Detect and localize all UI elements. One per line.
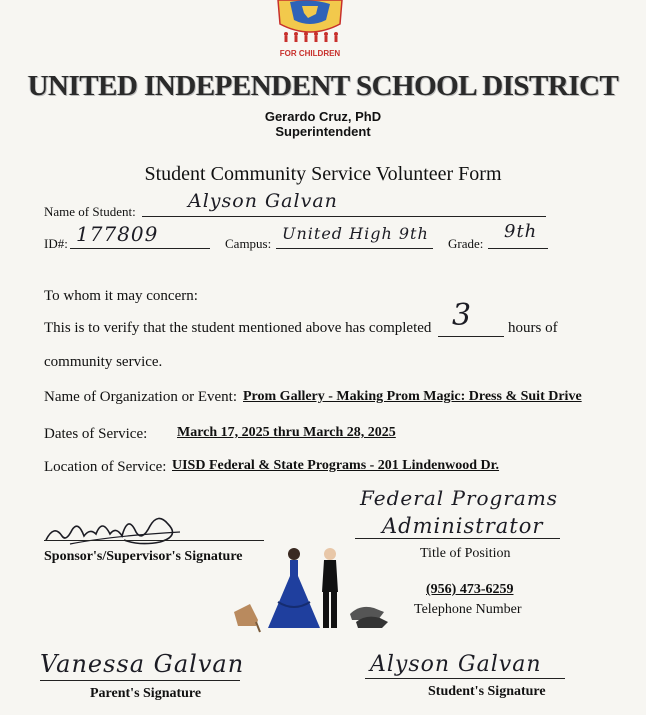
campus-value: United High 9th bbox=[282, 224, 429, 243]
concern-text: To whom it may concern: bbox=[44, 288, 198, 304]
grade-value: 9th bbox=[504, 221, 538, 242]
superintendent-name: Gerardo Cruz, PhD bbox=[264, 109, 382, 124]
location-value: UISD Federal & State Programs - 201 Lindenwood Dr. bbox=[172, 458, 500, 473]
sponsor-caption: Sponsor's/Supervisor's Signature bbox=[44, 549, 243, 564]
location-label: Location of Service: bbox=[44, 459, 167, 475]
student-line bbox=[365, 670, 565, 679]
form-title: Student Community Service Volunteer Form bbox=[144, 163, 502, 185]
suit-figure-icon bbox=[322, 548, 338, 628]
sponsor-line bbox=[44, 530, 264, 541]
id-label: ID#: bbox=[44, 236, 68, 251]
student-caption: Student's Signature bbox=[428, 684, 546, 699]
sponsor-signature bbox=[40, 506, 190, 552]
community-service-text: community service. bbox=[44, 354, 163, 370]
logo-caption: FOR CHILDREN bbox=[279, 49, 341, 58]
name-value: Alyson Galvan bbox=[188, 190, 338, 212]
district-logo bbox=[268, 0, 352, 62]
phone-caption: Telephone Number bbox=[414, 602, 522, 617]
shoe-icon bbox=[234, 604, 260, 632]
district-name: UNITED INDEPENDENT SCHOOL DISTRICT bbox=[27, 70, 619, 102]
prom-illustration bbox=[228, 542, 392, 634]
phone-value: (956) 473-6259 bbox=[426, 582, 514, 597]
position-caption: Title of Position bbox=[420, 546, 511, 561]
verify-text: This is to verify that the student mentioned above has completed bbox=[44, 320, 432, 336]
hours-value: 3 bbox=[452, 298, 473, 333]
dates-value: March 17, 2025 thru March 28, 2025 bbox=[177, 425, 396, 440]
grade-label: Grade: bbox=[448, 236, 484, 251]
parent-line bbox=[40, 672, 240, 681]
name-label: Name of Student: bbox=[44, 204, 136, 219]
dress-shoes-icon bbox=[350, 607, 388, 628]
id-value: 177809 bbox=[76, 222, 159, 246]
parent-caption: Parent's Signature bbox=[90, 686, 202, 701]
dress-figure-icon bbox=[268, 548, 320, 628]
student-signature: Alyson Galvan bbox=[370, 652, 542, 677]
org-value: Prom Gallery - Making Prom Magic: Dress & Suit Drive bbox=[243, 389, 582, 404]
campus-label: Campus: bbox=[225, 236, 272, 251]
org-label: Name of Organization or Event: bbox=[44, 389, 237, 405]
position-line2: Administrator bbox=[382, 514, 544, 538]
position-line1: Federal Programs bbox=[360, 486, 559, 510]
hours-label: hours of bbox=[508, 320, 558, 336]
superintendent-title: Superintendent bbox=[275, 124, 371, 139]
parent-signature: Vanessa Galvan bbox=[40, 650, 245, 678]
dates-label: Dates of Service: bbox=[44, 426, 148, 442]
position-line bbox=[355, 528, 560, 539]
